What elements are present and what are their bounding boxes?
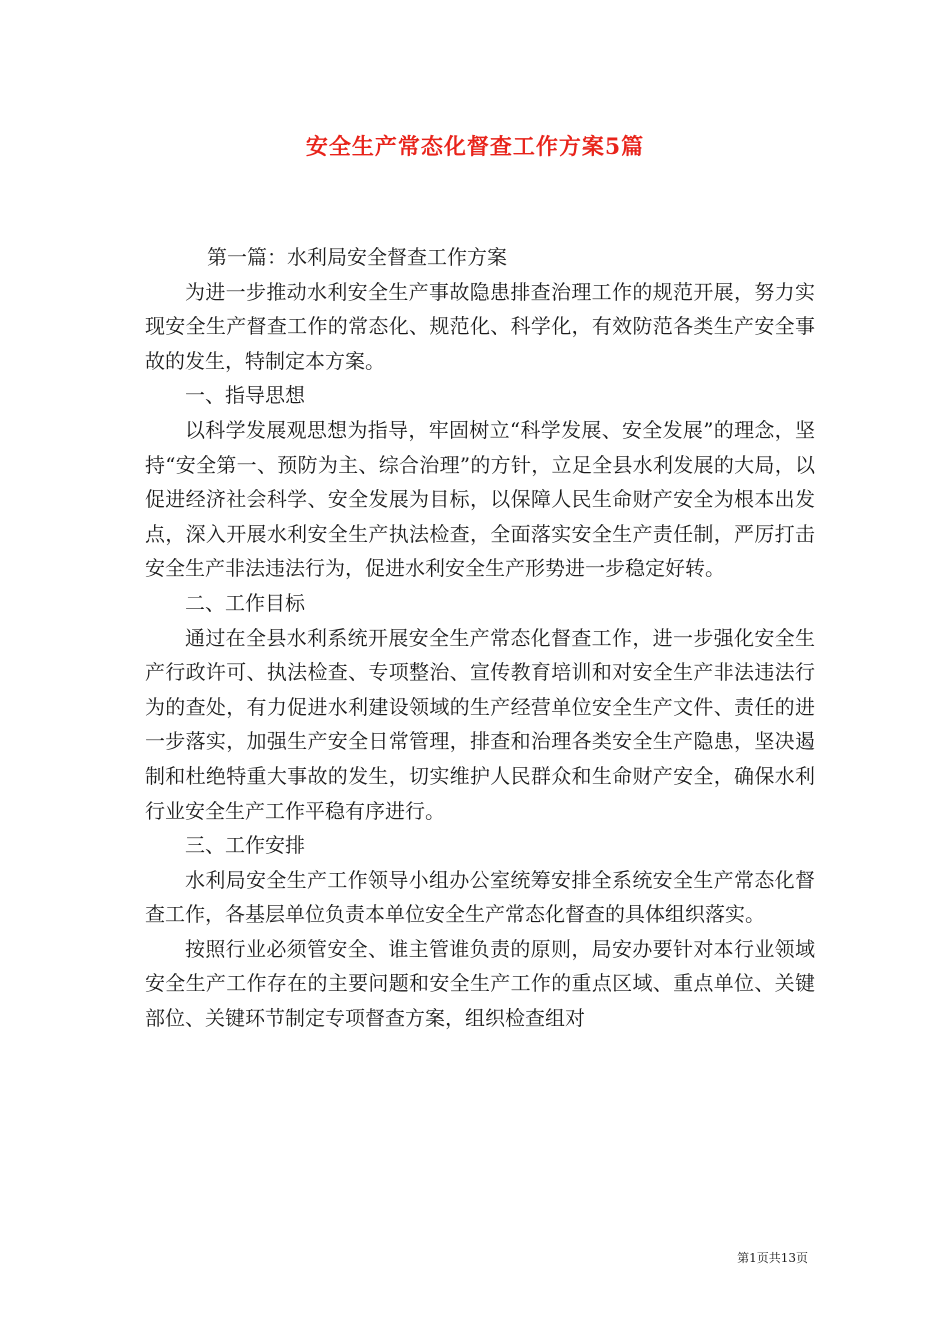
paragraph: 为进一步推动水利安全生产事故隐患排查治理工作的规范开展，努力实现安全生产督查工作的常态化、规范化、科学化，有效防范各类生产安全事故的发生，特制定本方案。 xyxy=(145,279,815,373)
document-title: 安全生产常态化督查工作方案5篇 xyxy=(305,134,645,160)
paragraph: 水利局安全生产工作领导小组办公室统筹安排全系统安全生产常态化督查工作，各基层单位负责本单位安全生产常态化督查的具体组织落实。 xyxy=(145,867,815,927)
section-subtitle: 第一篇：水利局安全督查工作方案 xyxy=(207,245,507,269)
paragraph: 通过在全县水利系统开展安全生产常态化督查工作，进一步强化安全生产行政许可、执法检查、专项整治、宣传教育培训和对安全生产非法违法行为的查处，有力促进水利建设领域的生产经营单位安全生产文件、责任的进一步落实，加强生产安全日常管理，排查和治理各类安全生产隐患，坚决遏制和杜绝特重大事故的发生，切实维护人民群众和生命财产安全，确保水利行业安全生产工作平稳有序进行。 xyxy=(145,625,815,823)
paragraph: 按照行业必须管安全、谁主管谁负责的原则，局安办要针对本行业领域安全生产工作存在的主要问题和安全生产工作的重点区域、重点单位、关键部位、关键环节制定专项督查方案，组织检查组对 xyxy=(145,936,815,1031)
section-heading: 一、指导思想 xyxy=(185,383,305,408)
paragraph: 以科学发展观思想为指导，牢固树立“科学发展、安全发展”的理念，坚持“安全第一、预防为主、综合治理”的方针，立足全县水利发展的大局，以促进经济社会科学、安全发展为目标，以保障人民生命财产安全为根本出发点，深入开展水利安全生产执法检查，全面落实安全生产责任制，严厉打击安全生产非法违法行为，促进水利安全生产形势进一步稳定好转。 xyxy=(145,417,815,581)
page-number: 第1页共13页 xyxy=(737,1251,808,1265)
section-heading: 三、工作安排 xyxy=(185,833,305,858)
document-body xyxy=(145,240,815,1036)
section-heading: 二、工作目标 xyxy=(185,590,305,615)
